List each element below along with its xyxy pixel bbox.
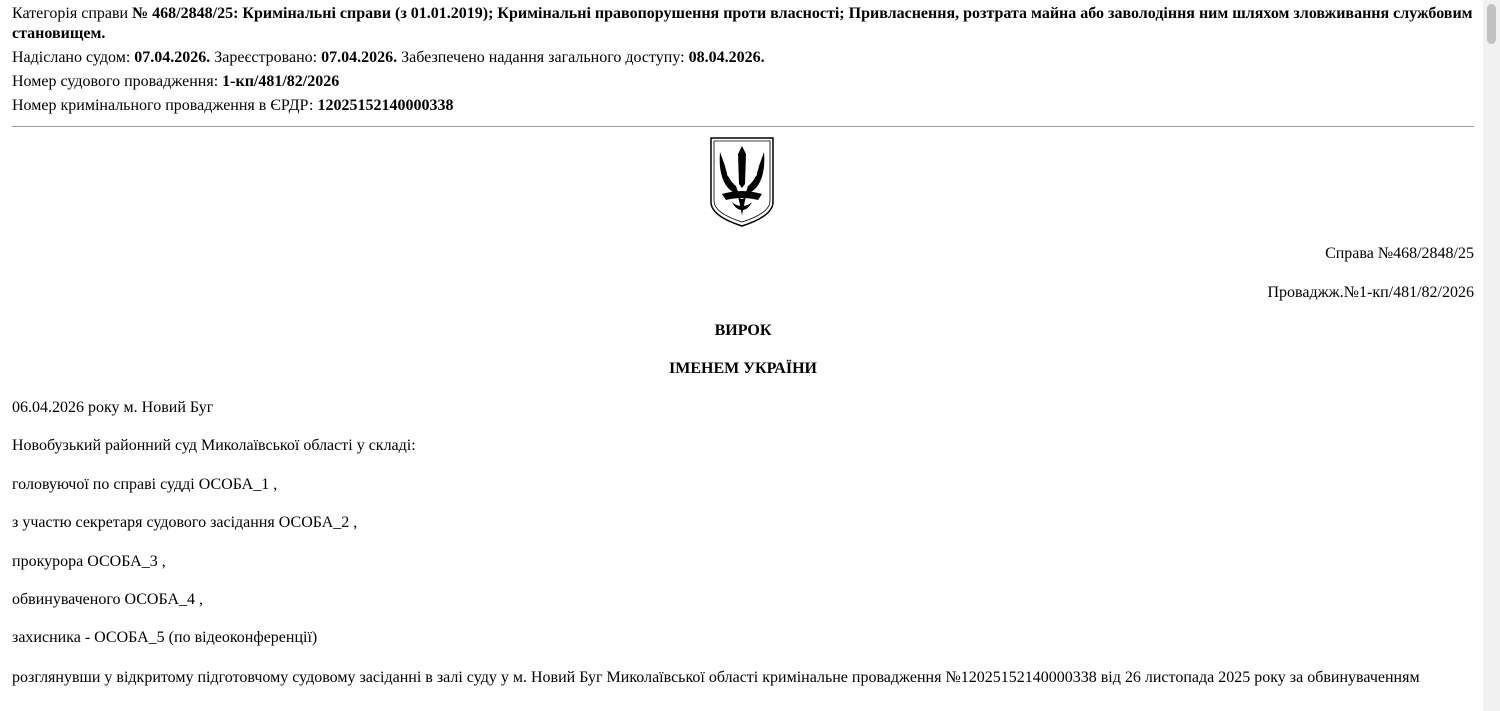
paragraph: головуючої по справі судді ОСОБА_1 ,: [12, 476, 278, 493]
ukraine-trident-emblem-icon: [708, 136, 776, 228]
erdr-line: [12, 96, 1474, 116]
registered-value: 07.04.2026.: [321, 49, 398, 66]
paragraph: розглянувши у відкритому підготовчому судовому засіданні в залі суду у м. Новий Буг Миколаївської області кримінальне провадження №12025152140000338 від 26 листопада 2025 року за обвинуваченням: [12, 669, 1420, 686]
dates-line: [12, 48, 1474, 68]
registered-label: Зареєстровано:: [214, 49, 318, 66]
paragraph: обвинуваченого ОСОБА_4 ,: [12, 591, 204, 608]
paragraph: Новобузький районний суд Миколаївської області у складі:: [12, 437, 416, 454]
erdr-value: 12025152140000338: [317, 97, 454, 114]
category-label: Категорія справи: [12, 5, 129, 22]
vertical-scrollbar[interactable]: [1483, 0, 1500, 711]
paragraph: прокурора ОСОБА_3 ,: [12, 553, 166, 570]
case-metadata: [12, 4, 1474, 116]
court-proceeding-label: Номер судового провадження:: [12, 73, 219, 90]
paragraph: захисника - ОСОБА_5 (по відеоконференції): [12, 629, 318, 646]
divider: [12, 126, 1474, 127]
court-proceeding-value: 1-кп/481/82/2026: [222, 73, 340, 90]
erdr-label: Номер кримінального провадження в ЄРДР:: [12, 97, 314, 114]
sent-value: 07.04.2026.: [134, 49, 211, 66]
document-title: ВИРОК: [714, 322, 772, 339]
access-label: Забезпечено надання загального доступу:: [401, 49, 685, 66]
category-value: № 468/2848/25: Кримінальні справи (з 01.01.2019); Кримінальні правопорушення проти власності; Привласнення, розтрата майна або заволодіння ним шляхом зловживання службовим становищем.: [12, 5, 1473, 42]
category-line: [12, 4, 1474, 44]
document-page: [12, 0, 1474, 686]
scrollbar-thumb[interactable]: [1487, 4, 1496, 44]
access-value: 08.04.2026.: [688, 49, 765, 66]
proceeding-number: Проваджж.№1-кп/481/82/2026: [1267, 284, 1474, 301]
document-subtitle: ІМЕНЕМ УКРАЇНИ: [669, 360, 817, 377]
case-number: Справа №468/2848/25: [1325, 245, 1474, 262]
paragraph: з участю секретаря судового засідання ОСОБА_2 ,: [12, 514, 358, 531]
court-proceeding-line: [12, 72, 1474, 92]
sent-label: Надіслано судом:: [12, 49, 131, 66]
paragraph: 06.04.2026 року м. Новий Буг: [12, 399, 214, 416]
